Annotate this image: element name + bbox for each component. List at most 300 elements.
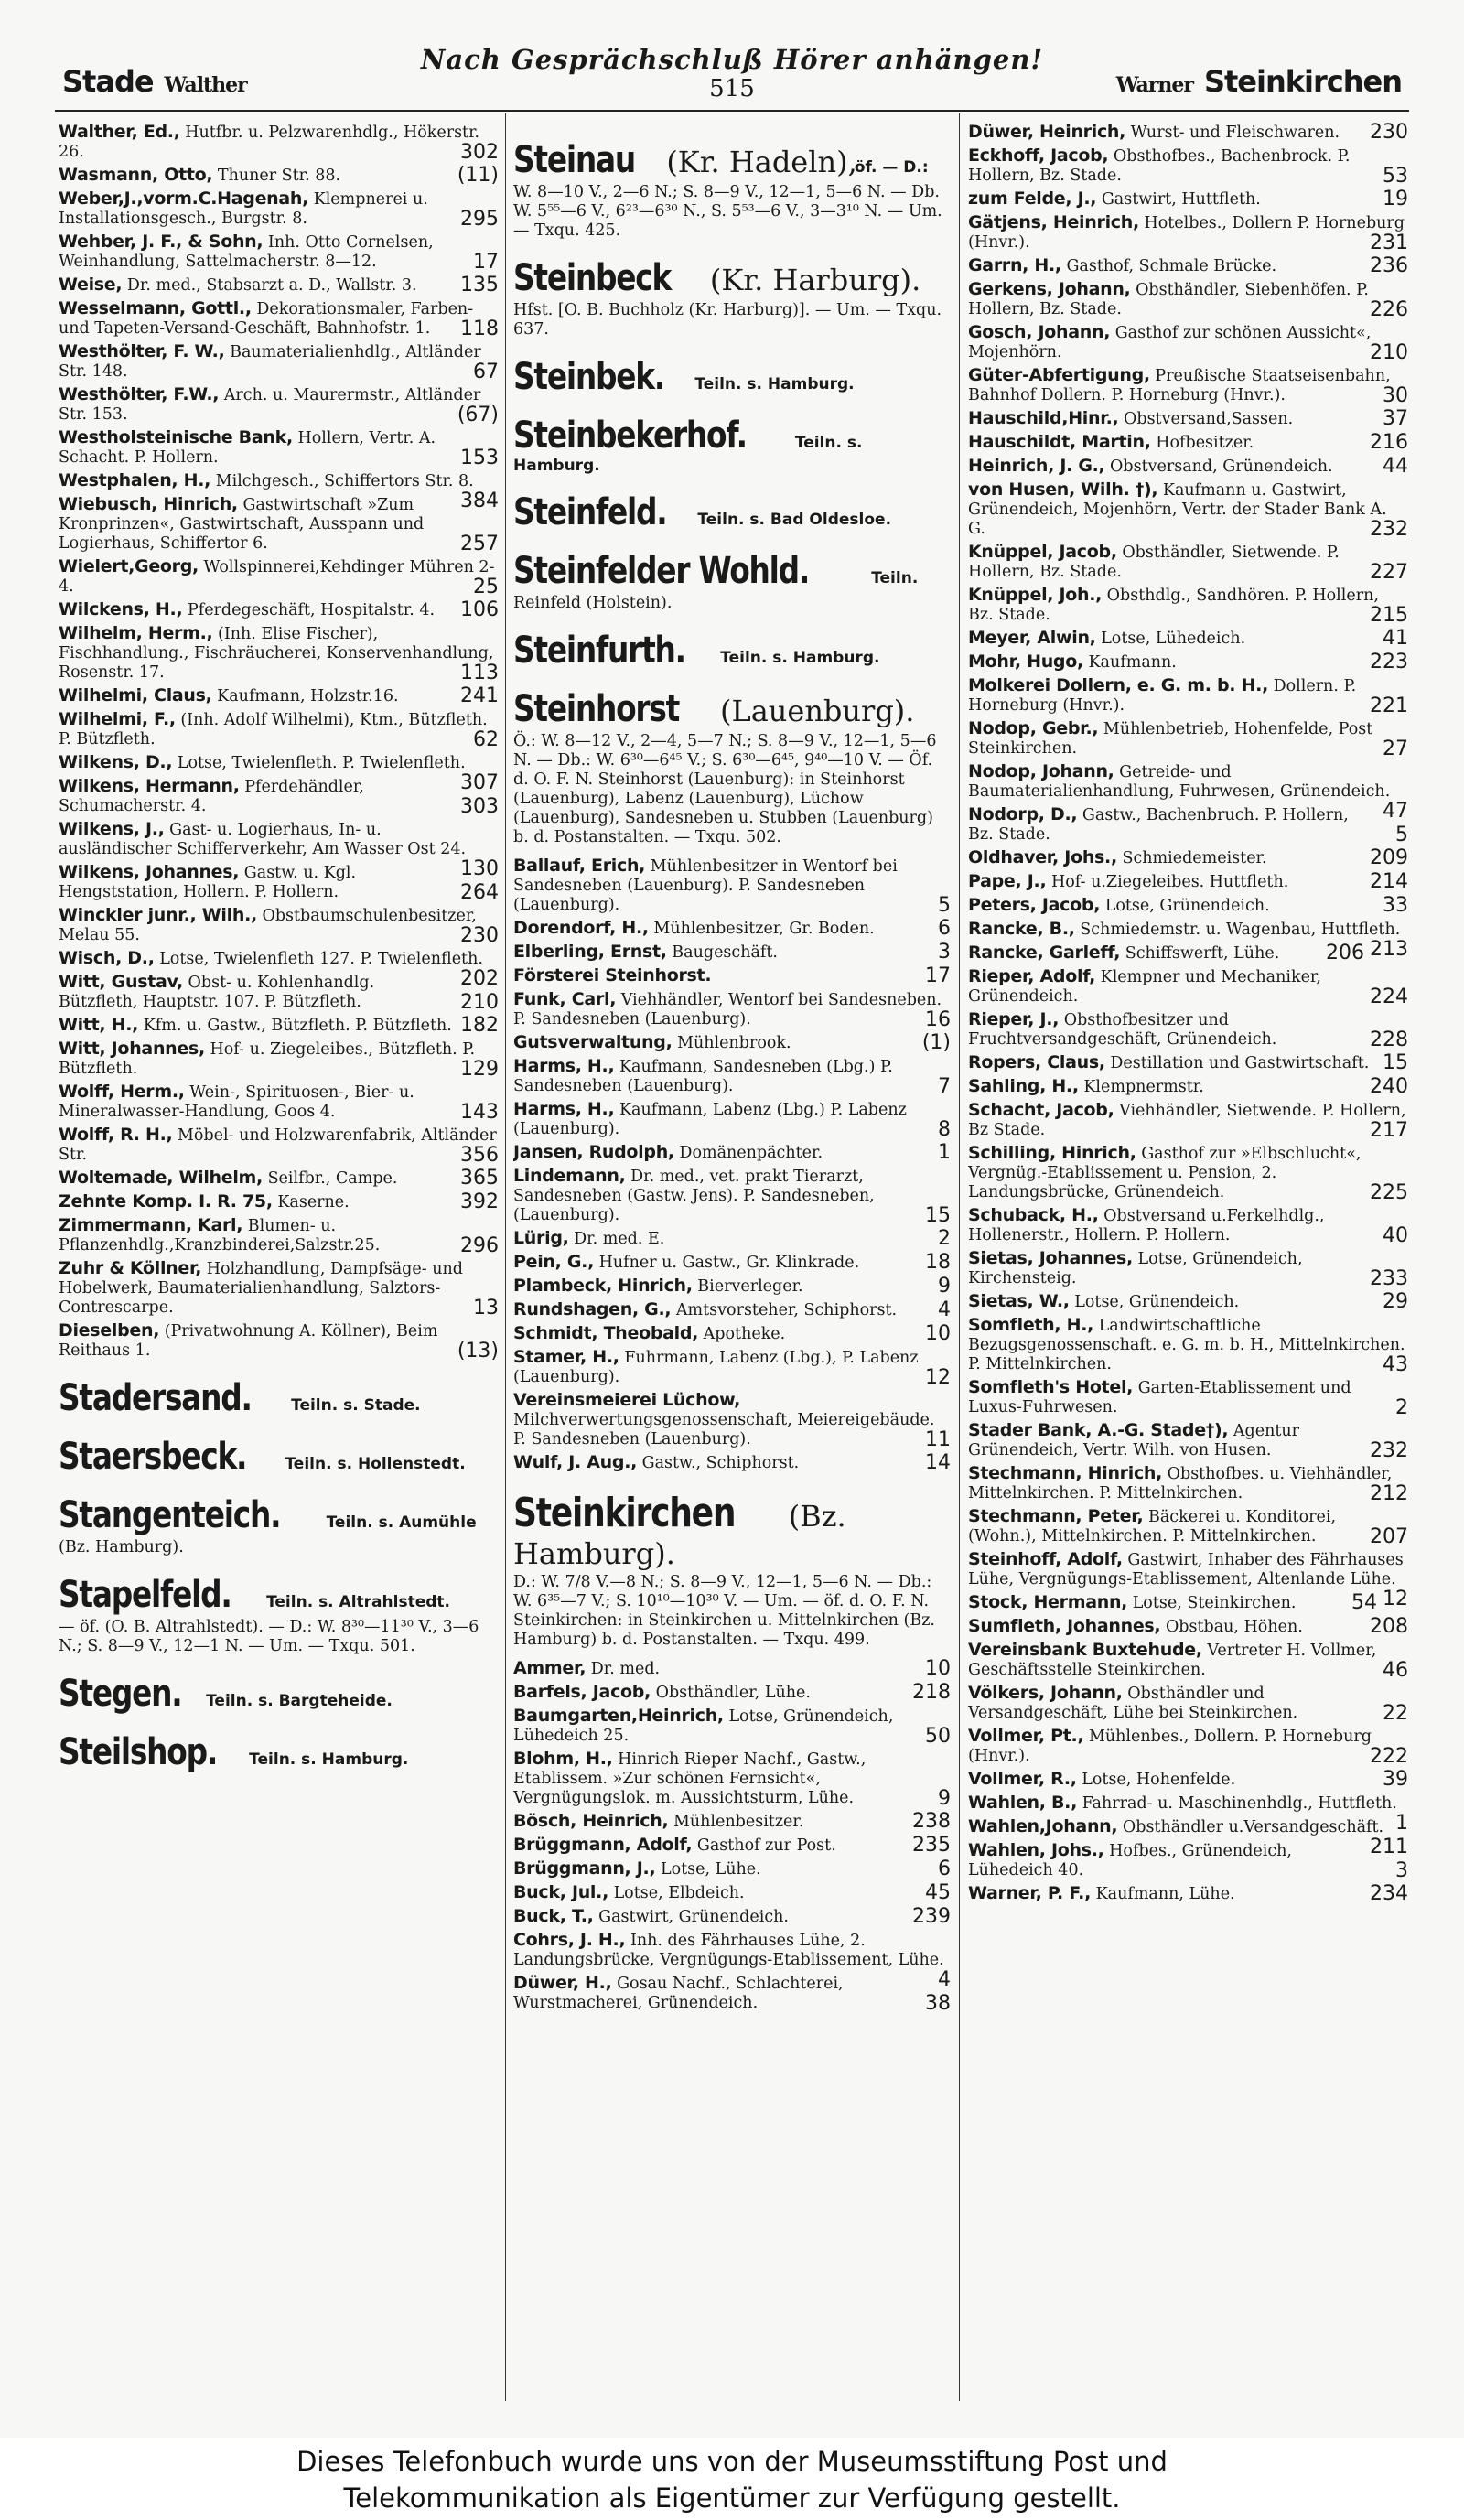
listing-details: Hufner u. Gastw., Gr. Klinkrade. xyxy=(598,1254,860,1272)
phone-number: 5 xyxy=(938,894,951,917)
phone-number: 226 xyxy=(1370,298,1408,321)
header-right-place: Steinkirchen xyxy=(1203,64,1402,99)
listing-entry xyxy=(513,1859,951,1879)
listing-name: Wiebusch, Hinrich, xyxy=(59,494,238,514)
listing-entry xyxy=(968,1684,1408,1723)
listing-entry xyxy=(968,457,1408,477)
phone-number: 54 xyxy=(1351,1591,1377,1614)
listing-details: Hofbesitzer. xyxy=(1156,434,1254,452)
phone-number: 214 xyxy=(1370,870,1408,893)
listing-name: Dieselben, xyxy=(59,1320,160,1341)
listing-details: Holzhandlung, Dampfsäge- und Hobelwerk, Baumaterialienhandlung, Salztors-Contrescarpe. xyxy=(59,1260,463,1317)
place-reference: Teiln. s. Hamburg. xyxy=(249,1750,409,1769)
listing-name: Sahling, H., xyxy=(968,1076,1079,1096)
listing-name: Wulf, J. Aug., xyxy=(513,1452,638,1472)
phone-number: 225 xyxy=(1370,1181,1408,1204)
listing-name: Wilhelm, Herm., xyxy=(59,623,213,643)
phone-number: 182 xyxy=(460,1014,499,1037)
listing-entry xyxy=(513,1276,951,1297)
listing-details: Bäckerei u. Konditorei, (Wohn.), Mittelnkirchen. P. Mittelnkirchen. xyxy=(968,1508,1337,1545)
listing-entry xyxy=(968,805,1408,845)
listing-name: Harms, H., xyxy=(513,1056,615,1076)
listing-details: Mühlenbesitzer. xyxy=(673,1813,804,1831)
listing-name: Stechmann, Hinrich, xyxy=(968,1463,1163,1483)
listing-entry xyxy=(968,480,1408,539)
phone-number: 106 xyxy=(460,598,499,621)
listing-details: Hof- u. Ziegeleibes., Bützfleth. P. Bützfleth. xyxy=(59,1040,476,1078)
place-details: W. 8—10 V., 2—6 N.; S. 8—9 V., 12—1, 5—6 N. — Db. W. 5⁵⁵—6 V., 6²³—6³⁰ N., S. 5⁵³—6 V., 3—3¹⁰ N. — Um. — Txqu. 425. xyxy=(513,183,942,240)
listing-details: Obstversand,Sassen. xyxy=(1124,410,1294,428)
column-2 xyxy=(513,123,951,2401)
place-heading xyxy=(59,1731,499,1773)
listing-details: Hofbes., Grünendeich, Lühedeich 40. xyxy=(968,1842,1292,1879)
phone-number: 10 xyxy=(925,1322,951,1345)
phone-number: 224 xyxy=(1370,985,1408,1008)
listing-name: Steinhoff, Adolf, xyxy=(968,1549,1123,1569)
listing-name: Wilkens, J., xyxy=(59,819,165,839)
listing-name: Harms, H., xyxy=(513,1099,615,1119)
listing-details: Mühlenbesitzer in Wentorf bei Sandesneben (Lauenburg). P. Sandesneben (Lauenburg). xyxy=(513,857,898,914)
listing-entry xyxy=(968,1593,1408,1613)
listing-details: Obsthändler, Siebenhöfen. P. Hollern, Bz. Stade. xyxy=(968,281,1369,318)
phone-number: 6 xyxy=(938,1858,951,1880)
phone-number: 210 xyxy=(1370,341,1408,364)
listing-name: Stechmann, Peter, xyxy=(968,1506,1144,1526)
listing-name: Wisch, D., xyxy=(59,948,155,968)
place-reference: Teiln. s. Bargteheide. xyxy=(206,1692,393,1710)
listing-entry xyxy=(513,1253,951,1273)
listing-details: Destillation und Gastwirtschaft. xyxy=(1110,1054,1370,1072)
listing-name: Sietas, W., xyxy=(968,1291,1070,1311)
phone-number: 14 xyxy=(925,1451,951,1474)
listing-name: Vereinsbank Buxtehude, xyxy=(968,1640,1202,1660)
place-reference: Teiln. s. Hamburg. xyxy=(513,434,863,475)
listing-entry xyxy=(59,342,499,382)
listing-name: Rancke, Garleff, xyxy=(968,942,1121,963)
listing-name: Buck, T., xyxy=(513,1906,594,1926)
listing-details: Obstversand, Grünendeich. xyxy=(1110,458,1333,476)
listing-details: Fahrrad- u. Maschinenhdlg., Huttfleth. xyxy=(1082,1794,1397,1813)
phone-number: 202 xyxy=(460,967,499,990)
listing-entry xyxy=(513,1683,951,1703)
phone-number: 15 xyxy=(1383,1051,1408,1074)
listing-entry xyxy=(59,166,499,186)
phone-number: 44 xyxy=(1383,455,1408,478)
listing-entry xyxy=(968,543,1408,582)
listing-entry xyxy=(59,906,499,945)
place-reference: Teiln. s. Altrahlstedt. xyxy=(266,1593,450,1611)
phone-number: 118 xyxy=(460,318,499,340)
listing-details: Hof- u.Ziegeleibes. Huttfleth. xyxy=(1050,873,1289,891)
header-left-place: Stade xyxy=(62,64,154,99)
place-heading xyxy=(513,688,951,847)
listing-name: Weber,J.,vorm.C.Hagenah, xyxy=(59,188,309,209)
place-reference: öf. — D.: xyxy=(854,158,929,177)
listing-entry xyxy=(968,1727,1408,1766)
listing-details: Möbel- und Holzwarenfabrik, Altländer Str. xyxy=(59,1126,497,1164)
listing-name: Düwer, H., xyxy=(513,1973,612,1993)
phone-number: 365 xyxy=(460,1167,499,1190)
listing-details: Gasthof zur »Elbschlucht«, Vergnüg.-Etablissement u. Pension, 2. Landungsbrücke, Grünendeich. xyxy=(968,1145,1362,1201)
listing-details: Gastwirt, Huttfleth. xyxy=(1101,190,1261,209)
phone-number: 37 xyxy=(1383,407,1408,430)
listing-details: Amtsvorsteher, Schiphorst. xyxy=(675,1301,898,1319)
listing-name: Försterei Steinhorst. xyxy=(513,965,712,985)
listing-name: Winckler junr., Wilh., xyxy=(59,905,257,925)
phone-number: 39 xyxy=(1383,1768,1408,1791)
place-heading xyxy=(513,139,951,241)
listing-details: Lotse, Elbdeich. xyxy=(613,1884,745,1902)
listing-name: Zehnte Komp. I. R. 75, xyxy=(59,1191,273,1212)
listing-entry xyxy=(513,1659,951,1679)
listing-entry xyxy=(968,1249,1408,1288)
listing-name: Buck, Jul., xyxy=(513,1882,608,1902)
phone-number: 9 xyxy=(938,1275,951,1298)
listing-details: Lotse, Twielenfleth. P. Twielenfleth. xyxy=(177,754,466,772)
place-name: Steinbek. xyxy=(513,356,665,398)
phone-number: 45 xyxy=(925,1881,951,1904)
page-number: 515 xyxy=(709,75,755,102)
listing-entry xyxy=(513,1907,951,1927)
listing-details: Kaufmann, Holzstr.16. xyxy=(217,687,399,705)
place-qualifier: (Kr. Harburg). xyxy=(709,263,921,297)
listing-details: Viehhändler, Sietwende. P. Hollern, Bz Stade. xyxy=(968,1102,1406,1139)
listing-entry xyxy=(968,629,1408,649)
phone-number: 239 xyxy=(912,1905,951,1928)
listing-details: Blumen- u. Pflanzenhdlg.,Kranzbinderei,Salzstr.25. xyxy=(59,1217,381,1255)
phone-number: 296 xyxy=(460,1234,499,1257)
phone-number: 67 xyxy=(473,361,499,383)
listing-name: Rieper, J., xyxy=(968,1009,1060,1029)
listing-details: Obstbaumschulenbesitzer, Melau 55. xyxy=(59,907,477,944)
column-1 xyxy=(59,123,499,2401)
listing-name: Westhölter, F.W., xyxy=(59,384,220,404)
listing-name: Blohm, H., xyxy=(513,1749,613,1769)
listing-details: Obsthändler, Lühe. xyxy=(655,1684,811,1702)
phone-number: 232 xyxy=(1370,518,1408,541)
listing-name: Wahlen, Johs., xyxy=(968,1840,1104,1860)
listing-name: Weise, xyxy=(59,275,123,295)
phone-number: 303 xyxy=(460,795,499,818)
listing-name: Wilhelmi, Claus, xyxy=(59,685,212,705)
listing-entry xyxy=(968,213,1408,253)
listing-details: Obsthändler, Sietwende. P. Hollern, Bz. Stade. xyxy=(968,544,1340,581)
listing-details: Obsthofbes., Bachenbrock. P. Hollern, Bz. Stade. xyxy=(968,147,1351,185)
listing-name: Güter-Abfertigung, xyxy=(968,365,1150,385)
page-header xyxy=(55,44,1409,108)
listing-entry xyxy=(59,1125,499,1165)
listing-details: Lotse, Grünendeich. xyxy=(1074,1293,1240,1311)
listing-name: Baumgarten,Heinrich, xyxy=(513,1706,724,1726)
phone-number: 129 xyxy=(460,1058,499,1081)
listing-details: Dr. med., Stabsarzt a. D., Wallstr. 3. xyxy=(126,276,417,295)
listing-name: Westholsteinische Bank, xyxy=(59,427,293,447)
listing-details: Gastw. u. Kgl. Hengststation, Hollern. P. Hollern. xyxy=(59,864,357,901)
listing-entry xyxy=(513,966,951,986)
phone-number: 46 xyxy=(1383,1659,1408,1682)
listing-name: Witt, H., xyxy=(59,1015,139,1035)
listing-name: Brüggmann, J., xyxy=(513,1858,656,1879)
phone-number: (13) xyxy=(457,1340,499,1362)
phone-number: 3 xyxy=(938,941,951,964)
listing-name: Nodorp, D., xyxy=(968,804,1078,824)
place-name: Stegen. xyxy=(59,1673,182,1715)
listing-entry xyxy=(968,366,1408,405)
header-right xyxy=(1116,64,1402,99)
place-heading xyxy=(513,356,951,398)
listing-entry xyxy=(513,1750,951,1808)
listing-entry xyxy=(968,1378,1408,1417)
phone-number: 40 xyxy=(1383,1224,1408,1247)
listing-name: Garrn, H., xyxy=(968,255,1061,275)
listing-name: Zimmermann, Karl, xyxy=(59,1215,243,1235)
listing-details: Obst- u. Kohlenhandlg. Bützfleth, Hauptstr. 107. P. Bützfleth. xyxy=(59,974,375,1011)
listing-details: Lotse, Lühe. xyxy=(660,1860,761,1879)
listing-name: Lürig, xyxy=(513,1228,569,1248)
listing-entry xyxy=(59,1082,499,1122)
listing-entry xyxy=(968,1077,1408,1097)
hangup-notice: Nach Gesprächschluß Hörer anhängen! xyxy=(420,44,1044,75)
listing-entry xyxy=(59,299,499,339)
place-reference: Teiln. s. Hamburg. xyxy=(694,375,855,393)
place-name: Steinhorst xyxy=(513,688,680,730)
listing-details: Lotse, Grünendeich, Kirchensteig. xyxy=(968,1250,1303,1287)
listing-details: Gasthof zur Post. xyxy=(696,1836,836,1855)
listing-name: Eckhoff, Jacob, xyxy=(968,145,1109,166)
place-name: Steilshop. xyxy=(59,1731,218,1773)
listing-entry xyxy=(968,652,1408,673)
listing-name: zum Felde, J., xyxy=(968,188,1097,209)
listing-entry xyxy=(59,189,499,229)
listing-details: Lotse, Grünendeich. xyxy=(1104,897,1270,915)
phone-number: 113 xyxy=(460,662,499,684)
listing-entry xyxy=(513,990,951,1029)
listing-details: Gastwirtschaft »Zum Kronprinzen«, Gastwirtschaft, Ausspann und Logierhaus, Schiffertor 6. xyxy=(59,496,425,553)
phone-number: 207 xyxy=(1370,1525,1408,1548)
listing-name: Knüppel, Jacob, xyxy=(968,542,1117,562)
listing-entry xyxy=(968,280,1408,319)
phone-number: 392 xyxy=(460,1190,499,1213)
phone-number: 233 xyxy=(1370,1267,1408,1290)
listing-details: Gastwirt, Inhaber des Fährhauses Lühe, Vergnügungs-Etablissement, Altenlande Lühe. xyxy=(968,1551,1404,1588)
listing-entry xyxy=(513,1453,951,1473)
listing-details: Obstversand u.Ferkelhdlg., Hollenerstr., Hollern. P. Hollern. xyxy=(968,1207,1325,1244)
phone-number: 12 xyxy=(1383,1588,1408,1610)
phone-number: 130 xyxy=(460,857,499,880)
place-name: Stadersand. xyxy=(59,1377,252,1419)
phone-number: 50 xyxy=(925,1725,951,1748)
phone-number: 222 xyxy=(1370,1745,1408,1768)
place-name: Steinbeck xyxy=(513,257,672,299)
listing-entry xyxy=(59,275,499,296)
listing-entry xyxy=(513,1348,951,1387)
listing-name: Wilkens, Hermann, xyxy=(59,776,240,796)
header-rule xyxy=(55,110,1409,112)
listing-name: Stamer, H., xyxy=(513,1347,619,1367)
footer-notice xyxy=(0,2438,1464,2520)
listing-entry xyxy=(968,256,1408,276)
place-details: Hfst. [O. B. Buchholz (Kr. Harburg)]. — Um. — Txqu. 637. xyxy=(513,301,942,339)
listing-entry xyxy=(513,1812,951,1832)
listing-details: Pferdehändler, Schumacherstr. 4. xyxy=(59,778,364,815)
listing-entry xyxy=(968,1316,1408,1374)
listing-entry xyxy=(968,123,1408,143)
listing-details: Thuner Str. 88. xyxy=(217,167,341,185)
phone-number: 29 xyxy=(1383,1290,1408,1313)
listing-name: Wielert,Georg, xyxy=(59,556,199,576)
listing-details: Mühlenbrook. xyxy=(677,1034,791,1052)
listing-details: Hotelbes., Dollern P. Horneburg (Hnvr.). xyxy=(968,214,1405,252)
phone-number: 264 xyxy=(460,881,499,904)
listing-entry xyxy=(513,1883,951,1903)
listing-name: Ammer, xyxy=(513,1658,587,1678)
listing-entry xyxy=(59,624,499,683)
listing-entry xyxy=(59,1259,499,1318)
listing-details: Vertreter H. Vollmer, Geschäftsstelle Steinkirchen. xyxy=(968,1642,1377,1679)
listing-details: Mühlenbes., Dollern. P. Horneburg (Hnvr.). xyxy=(968,1728,1372,1765)
listing-details: Kaufmann, Lühe. xyxy=(1095,1885,1235,1903)
listing-entry xyxy=(59,1016,499,1036)
listing-name: Nodop, Johann, xyxy=(968,761,1114,781)
listing-entry xyxy=(59,557,499,597)
listing-name: Vollmer, R., xyxy=(968,1769,1077,1789)
listing-entry xyxy=(968,1144,1408,1202)
place-heading xyxy=(513,415,951,475)
phone-number: 4 xyxy=(938,1968,951,1991)
listing-name: Warner, P. F., xyxy=(968,1883,1091,1903)
listing-entry xyxy=(513,1100,951,1139)
place-details: Ö.: W. 8—12 V., 2—4, 5—7 N.; S. 8—9 V., 12—1, 5—6 N. — Db.: W. 6³⁰—6⁴⁵ V.; S. 6³⁰—6⁴⁵, 9⁴⁰—10 V. — Öf. d. O. F. N. Steinhorst (Lauenburg): in Steinhorst (Lauenburg), Labenz (Lauenburg), Lüchow (Lauenburg), Sandesneben u. Stubben (Lauenburg) b. d. Postanstalten. — Txqu. 502. xyxy=(513,732,937,846)
phone-number: 16 xyxy=(925,1008,951,1031)
listing-entry xyxy=(968,943,1408,964)
listing-name: Plambeck, Hinrich, xyxy=(513,1276,693,1296)
place-reference: Teiln. xyxy=(871,569,919,587)
listing-name: Wahlen, B., xyxy=(968,1793,1078,1813)
listing-name: Lindemann, xyxy=(513,1166,626,1186)
listing-details: Landwirtschaftliche Bezugsgenossenschaft. e. G. m. b. H., Mittelnkirchen. P. Mittelnkirchen. xyxy=(968,1317,1405,1373)
phone-number: 216 xyxy=(1370,431,1408,454)
listing-name: Witt, Gustav, xyxy=(59,972,183,992)
listing-name: Wehber, J. F., & Sohn, xyxy=(59,232,264,252)
listing-details: (Inh. Adolf Wilhelmi), Ktm., Bützfleth. P. Bützfleth. xyxy=(59,711,488,748)
place-heading xyxy=(513,257,951,339)
header-right-name: Warner xyxy=(1115,73,1193,97)
listing-entry xyxy=(968,896,1408,916)
listing-details: Viehhändler, Wentorf bei Sandesneben. P. Sandesneben (Lauenburg). xyxy=(513,991,942,1028)
listing-details: Seilfbr., Campe. xyxy=(267,1169,398,1188)
header-left-name: Walther xyxy=(164,73,247,97)
phone-number: 10 xyxy=(925,1657,951,1680)
listing-name: Barfels, Jacob, xyxy=(513,1682,651,1702)
listing-entry xyxy=(513,1324,951,1344)
listing-details: Baumaterialienhdlg., Altländer Str. 148. xyxy=(59,343,481,381)
place-heading xyxy=(513,630,951,672)
phone-number: 210 xyxy=(460,991,499,1014)
listing-entry xyxy=(59,1039,499,1079)
place-heading xyxy=(59,1436,499,1478)
column-divider xyxy=(505,113,506,2401)
phone-number: 257 xyxy=(460,533,499,555)
listing-details: Milchverwertungsgenossenschaft, Meiereigebäude. P. Sandesneben (Lauenburg). xyxy=(513,1411,935,1448)
listing-name: Westhölter, F. W., xyxy=(59,341,225,361)
listing-details: Gastwirt, Grünendeich. xyxy=(598,1908,789,1926)
place-heading xyxy=(513,1490,951,1650)
listing-name: Schilling, Hinrich, xyxy=(968,1143,1136,1163)
phone-number: 232 xyxy=(1370,1439,1408,1462)
place-heading xyxy=(59,1574,499,1656)
phone-number: 12 xyxy=(925,1366,951,1389)
listing-entry xyxy=(513,942,951,963)
phone-number: 218 xyxy=(912,1681,951,1704)
listing-entry xyxy=(59,686,499,706)
listing-details: Kaufmann, Labenz (Lbg.) P. Labenz (Lauenburg). xyxy=(513,1101,907,1138)
listing-name: Stock, Hermann, xyxy=(968,1592,1128,1612)
listing-details: Milchgesch., Schiffertors Str. 8. xyxy=(215,472,474,490)
listing-name: Wolff, Herm., xyxy=(59,1082,185,1102)
listing-name: Wilkens, D., xyxy=(59,752,173,772)
listing-details: Gast- u. Logierhaus, In- u. ausländischer Schifferverkehr, Am Wasser Ost 24. xyxy=(59,821,467,858)
phone-number: 217 xyxy=(1370,1119,1408,1142)
phone-number: 238 xyxy=(912,1810,951,1833)
listing-name: Wilkens, Johannes, xyxy=(59,862,240,882)
listing-entry xyxy=(968,146,1408,186)
listing-entry xyxy=(968,676,1408,716)
phone-number: 2 xyxy=(1395,1396,1408,1419)
phone-number: 1 xyxy=(938,1141,951,1164)
phone-number: 62 xyxy=(473,728,499,751)
listing-details: Obsthändler und Versandgeschäft, Lühe bei Steinkirchen. xyxy=(968,1685,1298,1722)
phone-number: 1 xyxy=(1395,1812,1408,1835)
listing-details: Bierverleger. xyxy=(697,1277,803,1296)
listing-name: Brüggmann, Adolf, xyxy=(513,1835,693,1855)
phone-number: 27 xyxy=(1383,738,1408,760)
listing-entry xyxy=(513,1033,951,1053)
listing-name: Wesselmann, Gottl., xyxy=(59,298,252,318)
place-reference: Teiln. s. Bad Oldesloe. xyxy=(697,511,892,529)
place-heading xyxy=(59,1673,499,1715)
place-heading xyxy=(59,1494,499,1557)
phone-number: (1) xyxy=(921,1031,951,1054)
listing-details: Lotse, Twielenfleth 127. P. Twielenfleth. xyxy=(159,950,483,968)
listing-details: Wurst- und Fleischwaren. xyxy=(1130,124,1340,142)
phone-number: 223 xyxy=(1370,651,1408,673)
listing-name: Ballauf, Erich, xyxy=(513,856,646,876)
place-details: Reinfeld (Holstein). xyxy=(513,594,673,612)
listing-entry xyxy=(968,586,1408,625)
listing-entry xyxy=(968,1292,1408,1312)
listing-entry xyxy=(968,1101,1408,1140)
listing-name: Gätjens, Heinrich, xyxy=(968,212,1139,232)
phone-number: 9 xyxy=(938,1787,951,1810)
listing-entry xyxy=(968,1053,1408,1073)
phone-number: 33 xyxy=(1383,894,1408,917)
listing-entry xyxy=(513,1300,951,1320)
phone-number: 5 xyxy=(1395,824,1408,846)
listing-name: Wilhelmi, F., xyxy=(59,709,176,729)
listing-details: (Inh. Elise Fischer), Fischhandlung., Fischräucherei, Konservenhandlung, Rosenstr. 17. xyxy=(59,625,494,682)
listing-details: Lotse, Steinkirchen. xyxy=(1132,1594,1297,1612)
phone-number: 41 xyxy=(1383,627,1408,650)
listing-entry xyxy=(59,1168,499,1189)
listing-details: Gastw., Schiphorst. xyxy=(641,1454,800,1472)
listing-name: Somfleth, H., xyxy=(968,1315,1094,1335)
listing-entry xyxy=(59,777,499,816)
listing-details: Baugeschäft. xyxy=(672,943,778,962)
listing-details: Dr. med., vet. prakt Tierarzt, Sandesneben (Gastw. Jens). P. Sandesneben, (Lauenburg). xyxy=(513,1168,875,1224)
listing-entry xyxy=(968,1617,1408,1637)
listing-entry xyxy=(968,872,1408,892)
footer-line-1: Dieses Telefonbuch wurde uns von der Museumsstiftung Post und xyxy=(296,2446,1168,2477)
